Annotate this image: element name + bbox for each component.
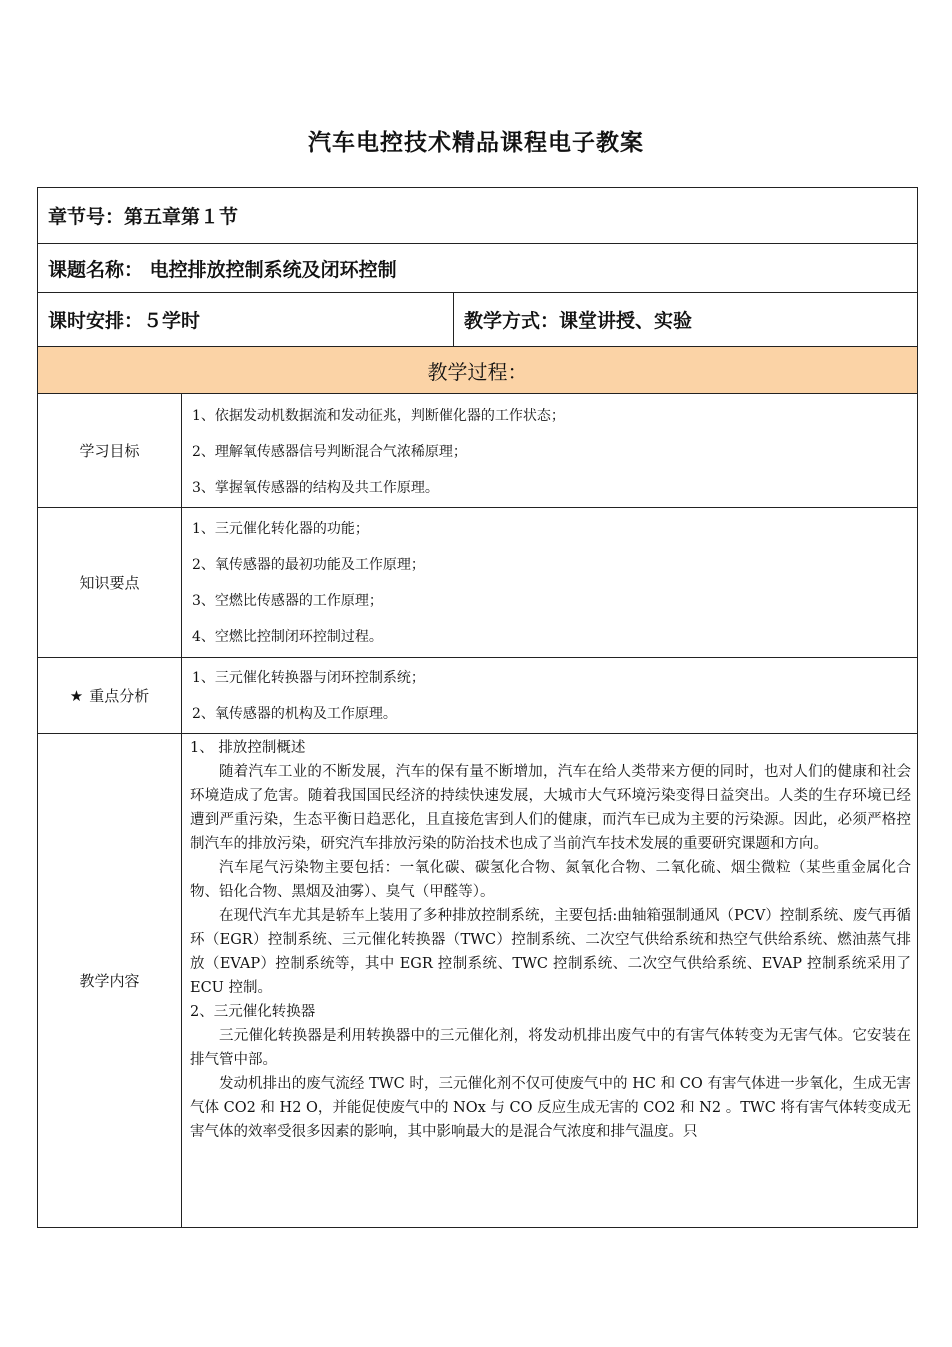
objective-item-3: 3、掌握氧传感器的结构及共工作原理。 — [192, 479, 439, 496]
knowledge-item-2: 2、氧传感器的最初功能及工作原理； — [192, 556, 425, 573]
chapter-row — [38, 188, 918, 244]
content-paragraph: 随着汽车工业的不断发展，汽车的保有量不断增加，汽车在给人类带来方便的同时，也对人们的健康和社会环境造成了危害。随着我国国民经济的持续快速发展，大城市大气环境污染变得日益突出。人类的生存环境已经遭到严重污染，生态平衡日趋恶化，且直接危害到人们的健康，而汽车已成为主要的污染源。因此，必须严格控制汽车的排放污染，研究汽车排放污染的防治技术也成了当前汽车技术发展的重要研究课题和方向。 — [190, 764, 912, 852]
knowledge-label: 知识要点 — [38, 508, 182, 658]
chapter-cell — [38, 188, 918, 244]
process-heading: 教学过程： — [38, 347, 918, 394]
lesson-plan-table — [37, 187, 918, 1228]
key-points-list — [182, 658, 918, 734]
chapter-text: 章节号：第五章第１节 — [48, 206, 239, 228]
knowledge-list — [182, 508, 918, 658]
content-heading-1: 1、 排放控制概述 — [190, 740, 306, 756]
knowledge-item-4: 4、空燃比控制闭环控制过程。 — [192, 628, 383, 645]
knowledge-row — [38, 508, 918, 658]
method-text: 教学方式：课堂讲授、实验 — [464, 310, 693, 332]
topic-text: 课题名称： 电控排放控制系统及闭环控制 — [48, 258, 397, 281]
objectives-list — [182, 394, 918, 508]
objectives-row — [38, 394, 918, 508]
hours-cell — [38, 293, 454, 347]
objectives-label: 学习目标 — [38, 394, 182, 508]
knowledge-item-1: 1、三元催化转化器的功能； — [192, 520, 369, 537]
content-paragraph: 发动机排出的废气流经 TWC 时，三元催化剂不仅可使废气中的 HC 和 CO 有害气体进一步氧化，生成无害气体 CO2 和 H2 O，并能促使废气中的 NOx 与 CO 反应生成无害的 CO2 和 N2 。TWC 将有害气体转变成无害气体的效率受很多因素的影响，其中影响最大的是混合气浓度和排气温度。只 — [190, 1076, 912, 1140]
content-paragraph: 在现代汽车尤其是轿车上装用了多种排放控制系统，主要包括:曲轴箱强制通风（PCV）控制系统、废气再循环（EGR）控制系统、三元催化转换器（TWC）控制系统、二次空气供给系统和热空气供给系统、燃油蒸气排放（EVAP）控制系统等，其中 EGR 控制系统、TWC 控制系统、二次空气供给系统、EVAP 控制系统采用了 ECU 控制。 — [190, 908, 912, 996]
key-point-item-2: 2、氧传感器的机构及工作原理。 — [192, 705, 397, 722]
hours-text: 课时安排：５学时 — [48, 310, 201, 332]
content-heading-2: 2、三元催化转换器 — [190, 1004, 316, 1020]
document-title: 汽车电控技术精品课程电子教案 — [308, 129, 644, 156]
content-row — [38, 734, 918, 1228]
content-paragraph: 汽车尾气污染物主要包括：一氧化碳、碳氢化合物、氮氧化合物、二氧化硫、烟尘微粒（某些重金属化合物、铅化合物、黑烟及油雾）、臭气（甲醛等）。 — [190, 860, 912, 900]
content-label: 教学内容 — [38, 734, 182, 1228]
key-points-row — [38, 658, 918, 734]
key-points-label: 重点分析 — [89, 687, 150, 705]
topic-row — [38, 244, 918, 293]
content-paragraph: 三元催化转换器是利用转换器中的三元催化剂，将发动机排出废气中的有害气体转变为无害气体。它安装在排气管中部。 — [190, 1028, 912, 1068]
key-point-item-1: 1、三元催化转换器与闭环控制系统； — [192, 669, 425, 686]
schedule-row — [38, 293, 918, 347]
key-points-label-cell — [38, 658, 182, 734]
content-body — [182, 734, 918, 1228]
objective-item-1: 1、依据发动机数据流和发动征兆，判断催化器的工作状态； — [192, 407, 565, 424]
star-icon: ★ — [69, 687, 84, 705]
process-row — [38, 347, 918, 394]
topic-cell — [38, 244, 918, 293]
knowledge-item-3: 3、空燃比传感器的工作原理； — [192, 592, 383, 609]
method-cell — [454, 293, 918, 347]
objective-item-2: 2、理解氧传感器信号判断混合气浓稀原理； — [192, 443, 467, 460]
